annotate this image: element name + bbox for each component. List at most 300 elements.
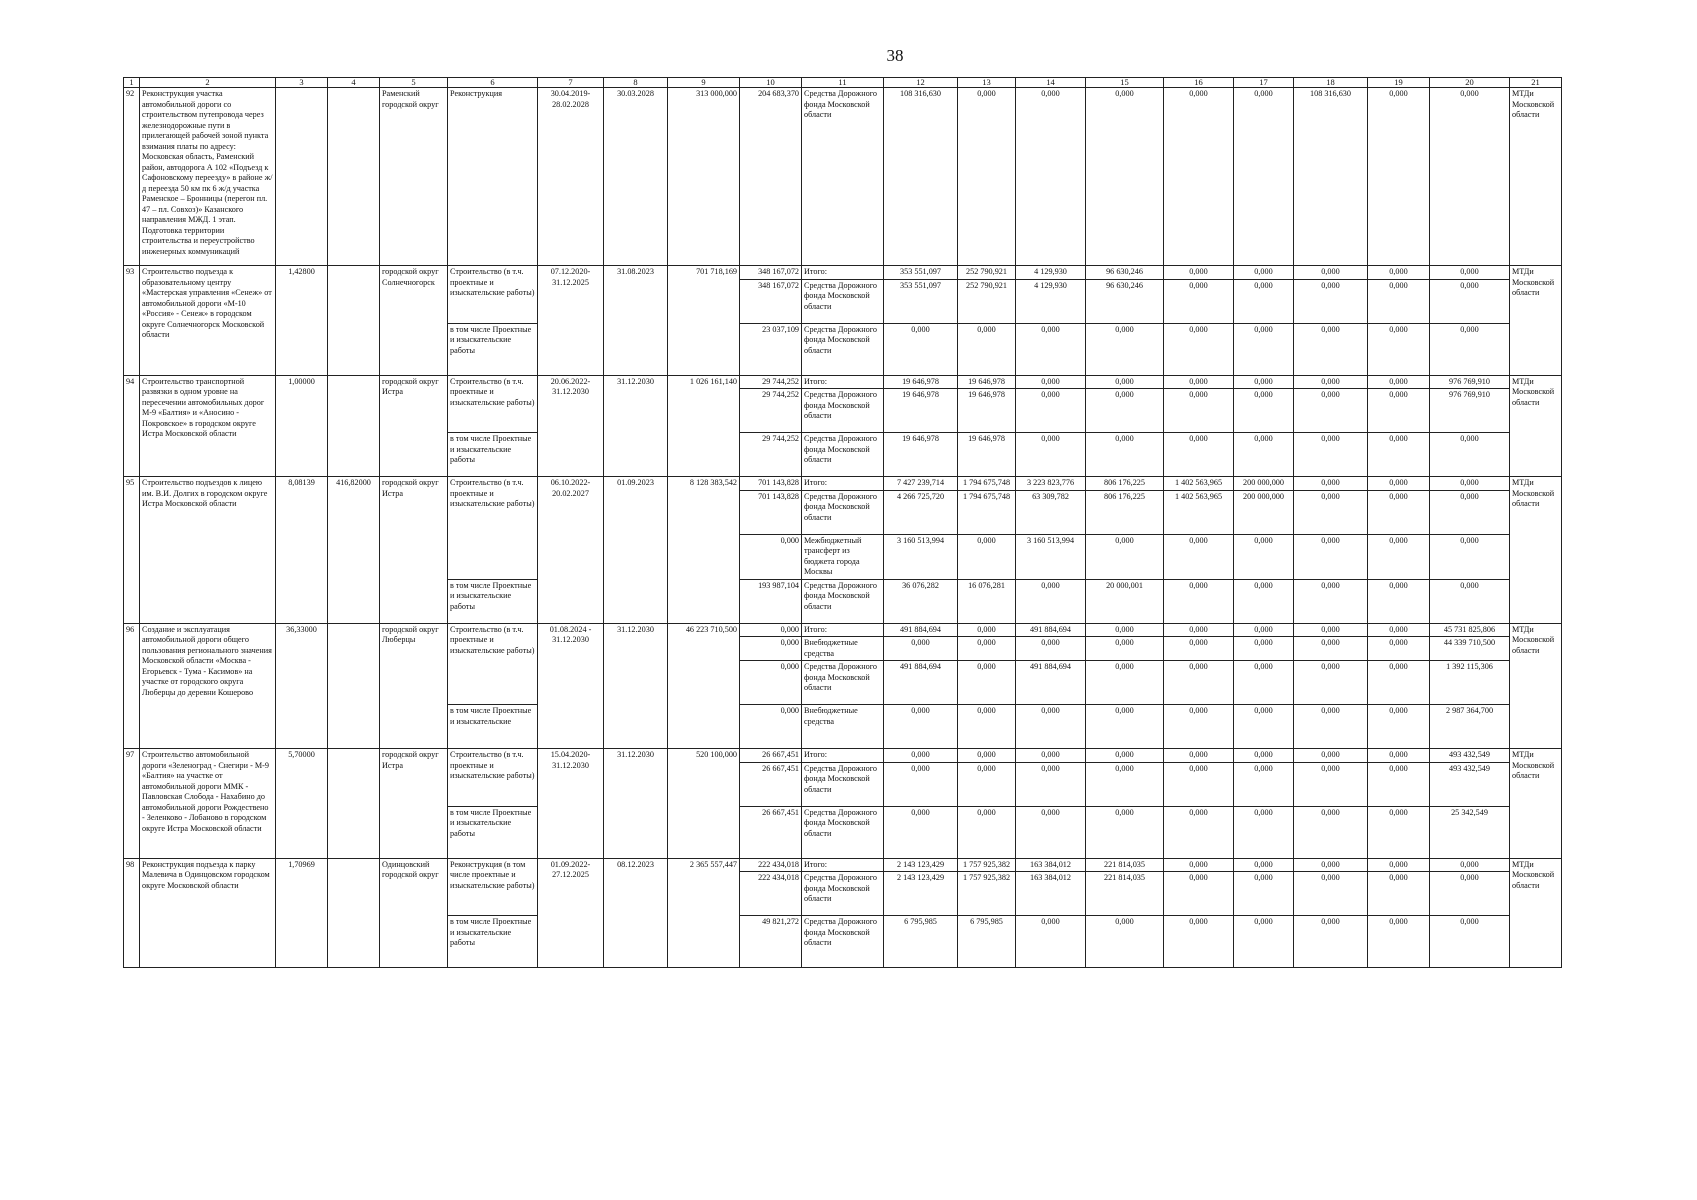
amount-col-14: 3 160 513,994 [1016,534,1086,579]
amount-col-16: 0,000 [1164,88,1234,266]
amount-col-15: 0,000 [1086,661,1164,705]
amount-col-19: 0,000 [1368,433,1430,477]
amount-col-14: 0,000 [1016,705,1086,749]
amount-col-14: 63 309,782 [1016,490,1086,534]
column-number-row [124,78,1562,88]
funding-source: Средства Дорожного фонда Московской области [802,579,884,623]
work-type: Строительство (в т.ч. проектные и изыскательские работы) [448,477,538,580]
amount-col-16: 0,000 [1164,661,1234,705]
amount-col-16: 0,000 [1164,637,1234,661]
amount-col-17: 0,000 [1234,279,1294,323]
amount-col-13: 0,000 [958,705,1016,749]
amount-col-15: 221 814,035 [1086,858,1164,872]
municipality: городской округ Истра [380,375,448,477]
amount-col-13: 16 076,281 [958,579,1016,623]
funding-source: Средства Дорожного фонда Московской области [802,661,884,705]
length-km: 1,00000 [276,375,328,477]
amount-col-19: 0,000 [1368,279,1430,323]
work-type: в том числе Проектные и изыскательские работы [448,433,538,477]
column-number-2: 2 [140,78,276,88]
financed-before: 701 143,828 [740,477,802,491]
amount-col-13: 0,000 [958,637,1016,661]
financed-before: 348 167,072 [740,279,802,323]
amount-col-13: 252 790,921 [958,279,1016,323]
amount-col-13: 19 646,978 [958,389,1016,433]
amount-col-15: 96 630,246 [1086,279,1164,323]
amount-col-18: 108 316,630 [1294,88,1368,266]
amount-col-15: 0,000 [1086,806,1164,858]
amount-col-16: 0,000 [1164,279,1234,323]
financed-before: 23 037,109 [740,323,802,375]
responsible-body: МТДи Московской области [1510,623,1562,749]
amount-col-20: 0,000 [1430,477,1510,491]
amount-col-18: 0,000 [1294,490,1368,534]
amount-col-12: 2 143 123,429 [884,858,958,872]
financed-before: 222 434,018 [740,858,802,872]
amount-col-20: 0,000 [1430,579,1510,623]
table-row [124,858,1562,872]
municipality: городской округ Солнечногорск [380,266,448,376]
responsible-body: МТДи Московской области [1510,749,1562,859]
amount-col-20: 0,000 [1430,534,1510,579]
amount-col-18: 0,000 [1294,858,1368,872]
amount-col-20: 45 731 825,806 [1430,623,1510,637]
amount-col-20: 0,000 [1430,872,1510,916]
amount-col-17: 0,000 [1234,623,1294,637]
work-type: в том числе Проектные и изыскательские работы [448,323,538,375]
amount-col-20: 976 769,910 [1430,375,1510,389]
funding-source: Средства Дорожного фонда Московской области [802,806,884,858]
table-row [124,266,1562,280]
amount-col-15: 0,000 [1086,637,1164,661]
amount-col-12: 0,000 [884,806,958,858]
column-number-9: 9 [668,78,740,88]
amount-col-18: 0,000 [1294,534,1368,579]
amount-col-17: 0,000 [1234,88,1294,266]
amount-col-15: 0,000 [1086,323,1164,375]
financed-before: 701 143,828 [740,490,802,534]
length-m [328,749,380,859]
amount-col-18: 0,000 [1294,323,1368,375]
responsible-body: МТДи Московской области [1510,375,1562,477]
amount-col-18: 0,000 [1294,705,1368,749]
funding-source: Средства Дорожного фонда Московской области [802,88,884,266]
amount-col-15: 0,000 [1086,375,1164,389]
amount-col-13: 1 757 925,382 [958,858,1016,872]
amount-col-18: 0,000 [1294,749,1368,763]
amount-col-15: 221 814,035 [1086,872,1164,916]
amount-col-13: 1 794 675,748 [958,490,1016,534]
amount-col-19: 0,000 [1368,637,1430,661]
amount-col-12: 19 646,978 [884,375,958,389]
financed-before: 49 821,272 [740,916,802,968]
financing-table [123,77,1562,968]
amount-col-20: 493 432,549 [1430,749,1510,763]
responsible-body: МТДи Московской области [1510,88,1562,266]
length-km: 8,08139 [276,477,328,624]
column-number-1: 1 [124,78,140,88]
amount-col-17: 0,000 [1234,916,1294,968]
amount-col-20: 25 342,549 [1430,806,1510,858]
amount-col-16: 0,000 [1164,389,1234,433]
row-number: 96 [124,623,140,749]
funding-source: Средства Дорожного фонда Московской области [802,762,884,806]
amount-col-20: 0,000 [1430,490,1510,534]
amount-col-13: 1 757 925,382 [958,872,1016,916]
funding-source: Итого: [802,858,884,872]
amount-col-15: 0,000 [1086,623,1164,637]
amount-col-20: 44 339 710,500 [1430,637,1510,661]
row-number: 97 [124,749,140,859]
page-number: 38 [886,46,904,65]
amount-col-19: 0,000 [1368,749,1430,763]
table-row [124,623,1562,637]
work-period: 06.10.2022-20.02.2027 [538,477,604,624]
length-km: 1,70969 [276,858,328,968]
amount-col-13: 19 646,978 [958,375,1016,389]
amount-col-19: 0,000 [1368,858,1430,872]
amount-col-12: 4 266 725,720 [884,490,958,534]
amount-col-12: 0,000 [884,637,958,661]
municipality: Одинцовский городской округ [380,858,448,968]
amount-col-18: 0,000 [1294,623,1368,637]
financed-before: 26 667,451 [740,806,802,858]
amount-col-18: 0,000 [1294,266,1368,280]
work-type: в том числе Проектные и изыскательские [448,705,538,749]
amount-col-16: 0,000 [1164,705,1234,749]
amount-col-15: 0,000 [1086,389,1164,433]
column-number-20: 20 [1430,78,1510,88]
amount-col-12: 0,000 [884,705,958,749]
amount-col-13: 0,000 [958,749,1016,763]
amount-col-12: 353 551,097 [884,279,958,323]
row-number: 92 [124,88,140,266]
work-type: в том числе Проектные и изыскательские работы [448,579,538,623]
amount-col-16: 0,000 [1164,806,1234,858]
amount-col-20: 0,000 [1430,433,1510,477]
column-number-5: 5 [380,78,448,88]
financed-before: 0,000 [740,705,802,749]
funding-source: Итого: [802,623,884,637]
amount-col-16: 0,000 [1164,323,1234,375]
commissioning-date: 31.12.2030 [604,375,668,477]
amount-col-20: 0,000 [1430,916,1510,968]
amount-col-19: 0,000 [1368,916,1430,968]
financed-before: 29 744,252 [740,433,802,477]
financed-before: 0,000 [740,637,802,661]
funding-source: Внебюджетные средства [802,705,884,749]
column-number-16: 16 [1164,78,1234,88]
column-number-21: 21 [1510,78,1562,88]
commissioning-date: 31.12.2030 [604,749,668,859]
amount-col-20: 1 392 115,306 [1430,661,1510,705]
amount-col-16: 0,000 [1164,749,1234,763]
amount-col-14: 3 223 823,776 [1016,477,1086,491]
financing-table-wrapper [123,77,1562,968]
amount-col-13: 0,000 [958,88,1016,266]
amount-col-19: 0,000 [1368,88,1430,266]
work-period: 01.08.2024 - 31.12.2030 [538,623,604,749]
column-number-3: 3 [276,78,328,88]
funding-source: Средства Дорожного фонда Московской области [802,433,884,477]
amount-col-16: 0,000 [1164,762,1234,806]
amount-col-19: 0,000 [1368,806,1430,858]
total-cost: 701 718,169 [668,266,740,376]
amount-col-20: 0,000 [1430,858,1510,872]
amount-col-14: 4 129,930 [1016,266,1086,280]
object-name: Строительство подъезда к образовательному центру «Мастерская управления «Сенеж» от автомобильной дороги «М-10 «Россия» - Сенеж» в городском округе Солнечногорск Московской области [140,266,276,376]
amount-col-18: 0,000 [1294,433,1368,477]
amount-col-16: 0,000 [1164,433,1234,477]
column-number-4: 4 [328,78,380,88]
work-type: Реконструкция [448,88,538,266]
amount-col-16: 0,000 [1164,579,1234,623]
object-name: Строительство транспортной развязки в одном уровне на пересечении автомобильных дорог М-9 «Балтия» и «Аносино - Покровское» в городском округе Истра Московской области [140,375,276,477]
amount-col-18: 0,000 [1294,477,1368,491]
financed-before: 193 987,104 [740,579,802,623]
amount-col-19: 0,000 [1368,705,1430,749]
commissioning-date: 30.03.2028 [604,88,668,266]
amount-col-13: 0,000 [958,762,1016,806]
amount-col-14: 0,000 [1016,88,1086,266]
length-m [328,623,380,749]
amount-col-15: 0,000 [1086,534,1164,579]
amount-col-12: 491 884,694 [884,623,958,637]
amount-col-14: 491 884,694 [1016,623,1086,637]
funding-source: Итого: [802,375,884,389]
municipality: городской округ Истра [380,477,448,624]
work-type: Строительство (в т.ч. проектные и изыскательские работы) [448,749,538,807]
amount-col-17: 0,000 [1234,266,1294,280]
amount-col-20: 0,000 [1430,279,1510,323]
commissioning-date: 01.09.2023 [604,477,668,624]
total-cost: 520 100,000 [668,749,740,859]
table-row [124,375,1562,389]
amount-col-17: 0,000 [1234,749,1294,763]
column-number-10: 10 [740,78,802,88]
amount-col-14: 0,000 [1016,637,1086,661]
work-type: Строительство (в т.ч. проектные и изыскательские работы) [448,266,538,324]
amount-col-17: 0,000 [1234,762,1294,806]
amount-col-12: 36 076,282 [884,579,958,623]
amount-col-19: 0,000 [1368,266,1430,280]
amount-col-16: 0,000 [1164,916,1234,968]
amount-col-19: 0,000 [1368,762,1430,806]
amount-col-14: 0,000 [1016,762,1086,806]
length-m [328,88,380,266]
financed-before: 204 683,370 [740,88,802,266]
funding-source: Средства Дорожного фонда Московской области [802,872,884,916]
table-row [124,749,1562,763]
column-number-15: 15 [1086,78,1164,88]
amount-col-12: 0,000 [884,323,958,375]
amount-col-17: 0,000 [1234,433,1294,477]
length-m [328,858,380,968]
amount-col-18: 0,000 [1294,661,1368,705]
amount-col-18: 0,000 [1294,637,1368,661]
amount-col-12: 19 646,978 [884,433,958,477]
amount-col-14: 0,000 [1016,323,1086,375]
commissioning-date: 08.12.2023 [604,858,668,968]
row-number: 98 [124,858,140,968]
amount-col-19: 0,000 [1368,477,1430,491]
funding-source: Итого: [802,749,884,763]
amount-col-17: 0,000 [1234,375,1294,389]
row-number: 95 [124,477,140,624]
amount-col-16: 0,000 [1164,375,1234,389]
amount-col-12: 3 160 513,994 [884,534,958,579]
amount-col-14: 0,000 [1016,806,1086,858]
commissioning-date: 31.08.2023 [604,266,668,376]
work-type: Строительство (в т.ч. проектные и изыскательские работы) [448,623,538,705]
financed-before: 29 744,252 [740,389,802,433]
amount-col-12: 19 646,978 [884,389,958,433]
financed-before: 0,000 [740,661,802,705]
amount-col-18: 0,000 [1294,916,1368,968]
work-type: Строительство (в т.ч. проектные и изыскательские работы) [448,375,538,433]
amount-col-20: 2 987 364,700 [1430,705,1510,749]
financed-before: 26 667,451 [740,762,802,806]
amount-col-19: 0,000 [1368,872,1430,916]
object-name: Реконструкция участка автомобильной дороги со строительством путепровода через железнодорожные пути в прилегающей рабочей зоной пункта взимания платы по адресу: Московская область, Раменский район, автодорога А 102 «Подъезд к Сафоновскому переезду» в районе ж/д переезда 50 км пк 6 ж/д участка Раменское – Бронницы (перегон пл. 47 – пл. Совхоз)» Казанского направления МЖД. 1 этап. Подготовка территории строительства и переустройство инженерных коммуникаций [140,88,276,266]
amount-col-19: 0,000 [1368,534,1430,579]
amount-col-13: 0,000 [958,534,1016,579]
amount-col-17: 0,000 [1234,534,1294,579]
work-type: в том числе Проектные и изыскательские работы [448,806,538,858]
amount-col-20: 0,000 [1430,323,1510,375]
amount-col-17: 0,000 [1234,806,1294,858]
responsible-body: МТДи Московской области [1510,477,1562,624]
amount-col-13: 6 795,985 [958,916,1016,968]
responsible-body: МТДи Московской области [1510,266,1562,376]
amount-col-17: 0,000 [1234,858,1294,872]
amount-col-15: 0,000 [1086,762,1164,806]
work-type: в том числе Проектные и изыскательские работы [448,916,538,968]
length-m [328,266,380,376]
amount-col-15: 0,000 [1086,916,1164,968]
amount-col-15: 96 630,246 [1086,266,1164,280]
municipality: Раменский городской округ [380,88,448,266]
amount-col-15: 806 176,225 [1086,490,1164,534]
column-number-14: 14 [1016,78,1086,88]
total-cost: 313 000,000 [668,88,740,266]
table-row [124,88,1562,266]
length-km: 5,70000 [276,749,328,859]
amount-col-13: 0,000 [958,806,1016,858]
row-number: 94 [124,375,140,477]
amount-col-12: 108 316,630 [884,88,958,266]
amount-col-15: 0,000 [1086,88,1164,266]
amount-col-16: 0,000 [1164,872,1234,916]
amount-col-14: 0,000 [1016,749,1086,763]
funding-source: Внебюджетные средства [802,637,884,661]
amount-col-16: 0,000 [1164,623,1234,637]
table-row [124,477,1562,491]
amount-col-17: 0,000 [1234,661,1294,705]
amount-col-12: 353 551,097 [884,266,958,280]
amount-col-17: 0,000 [1234,637,1294,661]
amount-col-16: 0,000 [1164,266,1234,280]
work-period: 30.04.2019-28.02.2028 [538,88,604,266]
length-m: 416,82000 [328,477,380,624]
amount-col-13: 0,000 [958,661,1016,705]
amount-col-17: 0,000 [1234,323,1294,375]
amount-col-18: 0,000 [1294,375,1368,389]
financed-before: 348 167,072 [740,266,802,280]
financed-before: 26 667,451 [740,749,802,763]
funding-source: Итого: [802,266,884,280]
column-number-18: 18 [1294,78,1368,88]
length-m [328,375,380,477]
length-km [276,88,328,266]
financed-before: 29 744,252 [740,375,802,389]
amount-col-14: 0,000 [1016,389,1086,433]
amount-col-19: 0,000 [1368,375,1430,389]
amount-col-13: 0,000 [958,323,1016,375]
amount-col-20: 0,000 [1430,266,1510,280]
amount-col-12: 0,000 [884,762,958,806]
funding-source: Средства Дорожного фонда Московской области [802,916,884,968]
column-number-8: 8 [604,78,668,88]
funding-source: Итого: [802,477,884,491]
amount-col-20: 0,000 [1430,88,1510,266]
amount-col-16: 1 402 563,965 [1164,477,1234,491]
amount-col-20: 976 769,910 [1430,389,1510,433]
amount-col-14: 163 384,012 [1016,872,1086,916]
column-number-19: 19 [1368,78,1430,88]
funding-source: Средства Дорожного фонда Московской области [802,279,884,323]
amount-col-15: 20 000,001 [1086,579,1164,623]
amount-col-18: 0,000 [1294,806,1368,858]
column-number-12: 12 [884,78,958,88]
amount-col-14: 163 384,012 [1016,858,1086,872]
amount-col-12: 2 143 123,429 [884,872,958,916]
amount-col-19: 0,000 [1368,323,1430,375]
amount-col-14: 0,000 [1016,579,1086,623]
amount-col-18: 0,000 [1294,389,1368,433]
amount-col-14: 4 129,930 [1016,279,1086,323]
object-name: Создание и эксплуатация автомобильной дороги общего пользования регионального значения Московской области «Москва - Егорьевск - Тума - Касимов» на участке от городского округа Люберцы до деревни Кошерово [140,623,276,749]
amount-col-12: 491 884,694 [884,661,958,705]
amount-col-13: 0,000 [958,623,1016,637]
financed-before: 222 434,018 [740,872,802,916]
column-number-13: 13 [958,78,1016,88]
amount-col-19: 0,000 [1368,389,1430,433]
amount-col-13: 19 646,978 [958,433,1016,477]
responsible-body: МТДи Московской области [1510,858,1562,968]
amount-col-18: 0,000 [1294,872,1368,916]
funding-source: Межбюджетный трансферт из бюджета города Москвы [802,534,884,579]
amount-col-15: 806 176,225 [1086,477,1164,491]
amount-col-18: 0,000 [1294,762,1368,806]
funding-source: Средства Дорожного фонда Московской области [802,490,884,534]
length-km: 36,33000 [276,623,328,749]
amount-col-17: 0,000 [1234,389,1294,433]
amount-col-13: 252 790,921 [958,266,1016,280]
amount-col-14: 0,000 [1016,375,1086,389]
amount-col-17: 0,000 [1234,872,1294,916]
length-km: 1,42800 [276,266,328,376]
amount-col-19: 0,000 [1368,623,1430,637]
object-name: Строительство подъездов к лицею им. В.И. Долгих в городском округе Истра Московской области [140,477,276,624]
column-number-7: 7 [538,78,604,88]
amount-col-15: 0,000 [1086,749,1164,763]
amount-col-15: 0,000 [1086,433,1164,477]
column-number-6: 6 [448,78,538,88]
amount-col-14: 491 884,694 [1016,661,1086,705]
column-number-11: 11 [802,78,884,88]
amount-col-17: 200 000,000 [1234,477,1294,491]
